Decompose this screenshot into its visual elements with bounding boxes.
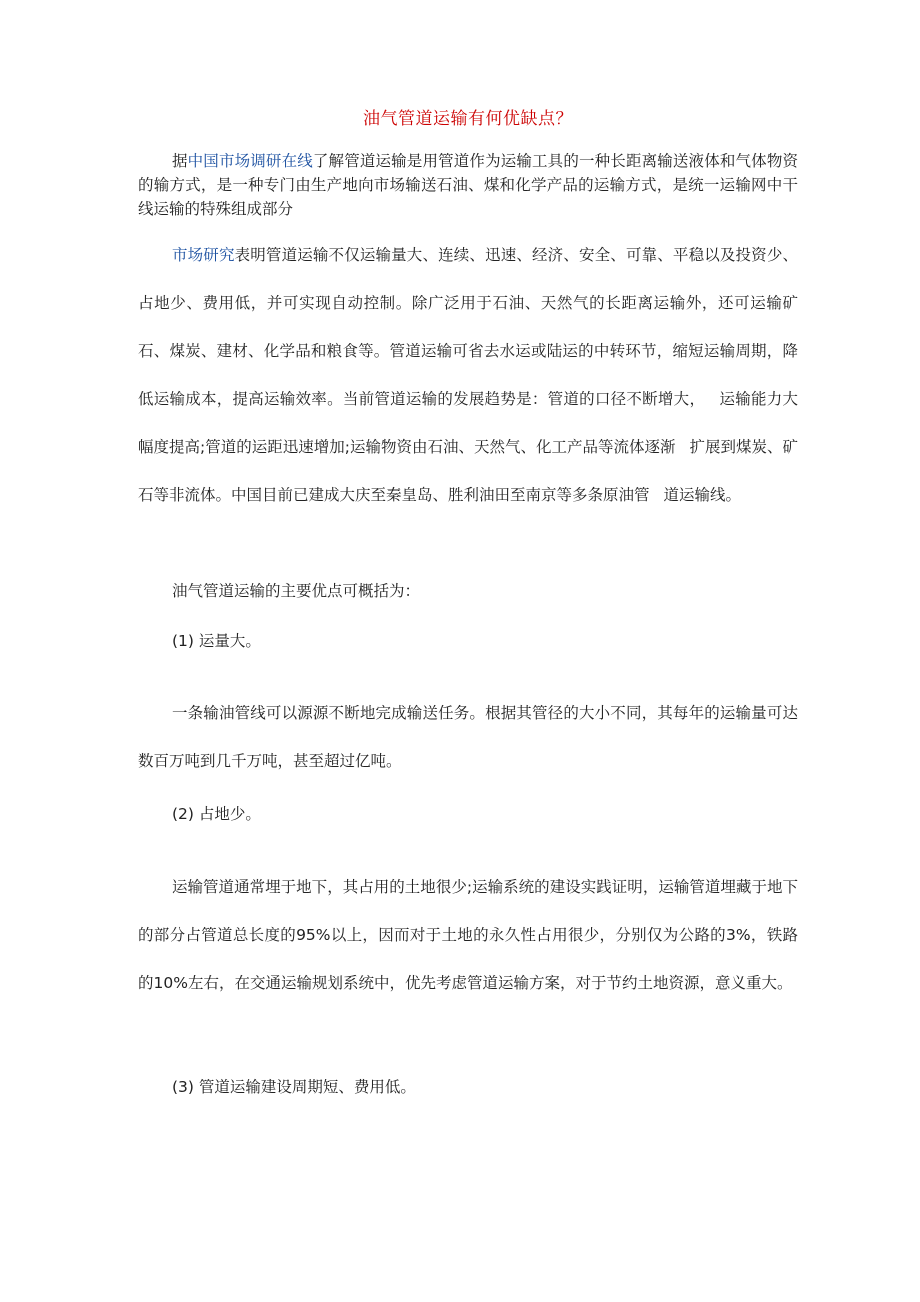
intro-text: 了解管道运输是用管道作为运输工具的一种长距离输送液体和气体物资的输方式，是一种专门由生产地向市场输送石油、煤和化学产品的运输方式，是统一运输网中干线运输的特殊组成部分 [138,152,798,218]
point1-heading: (1) 运量大。 [172,632,261,650]
point2-heading: (2) 占地少。 [172,805,261,823]
paragraph1-part4: 道运输线。 [663,486,742,504]
paragraph1-part2: 运输能力大幅度提高;管道的运距迅速增加;运输物资由石油、天然气、化工产品等流体逐渐 [138,390,798,456]
advantages-summary: 油气管道运输的主要优点可概括为： [172,582,421,600]
paragraph1-part3: 扩展到煤炭、矿石等非流体。中国目前已建成大庆至秦皇岛、胜利油田至南京等多条原油管 [138,438,798,504]
point2-text: 运输管道通常埋于地下，其占用的土地很少;运输系统的建设实践证明，运输管道埋藏于地下的部分占管道总长度的95%以上，因而对于土地的永久性占用很少，分别仅为公路的3%，铁路的10%左右，在交通运输规划系统中，优先考虑管道运输方案，对于节约土地资源，意义重大。 [138,878,798,992]
market-research-paragraph [138,231,798,519]
point3-heading: (3) 管道运输建设周期短、费用低。 [172,1078,416,1096]
market-research-link[interactable]: 市场研究 [172,246,235,264]
document-title: 油气管道运输有何优缺点？ [363,109,573,129]
china-market-research-link[interactable]: 中国市场调研在线 [187,152,313,170]
intro-prefix: 据 [172,152,188,170]
paragraph1-part1: 表明管道运输不仅运输量大、连续、迅速、经济、安全、可靠、平稳以及投资少、占地少、费用低，并可实现自动控制。除广泛用于石油、天然气的长距离运输外，还可运输矿石、煤炭、建材、化学品和粮食等。管道运输可省去水运或陆运的中转环节，缩短运输周期，降低运输成本，提高运输效率。当前管道运输的发展趋势是：管道的口径不断增大， [138,246,798,408]
point1-text: 一条输油管线可以源源不断地完成输送任务。根据其管径的大小不同，其每年的运输量可达数百万吨到几千万吨，甚至超过亿吨。 [138,704,798,770]
intro-paragraph [138,149,798,221]
